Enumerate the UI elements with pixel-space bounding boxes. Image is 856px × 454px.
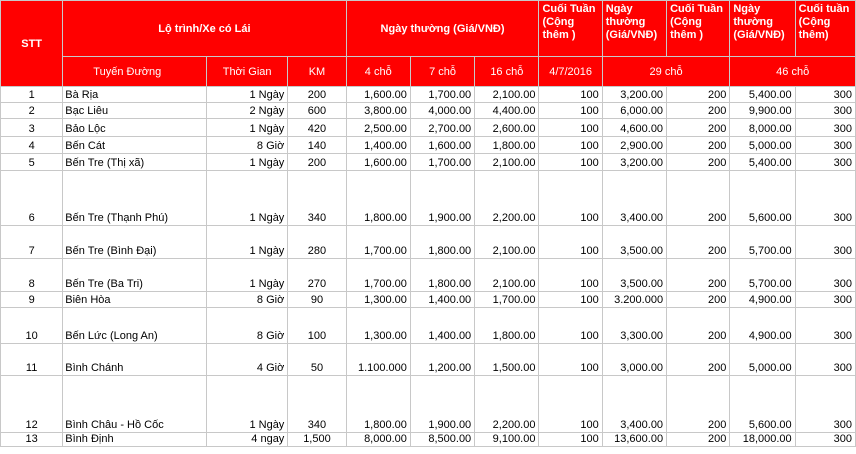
route-cell: Bà Rịa <box>63 87 207 103</box>
weekend-surcharge-cell: 100 <box>539 103 602 119</box>
route-cell: Bến Cát <box>63 137 207 154</box>
weekend-29-surcharge-cell: 200 <box>667 119 730 137</box>
price-16-seat-cell: 1,700.00 <box>475 292 539 308</box>
time-cell: 1 Ngày <box>206 87 287 103</box>
price-4-seat-cell: 1,700.00 <box>346 226 410 259</box>
km-cell: 200 <box>288 87 346 103</box>
price-16-seat-cell: 1,500.00 <box>475 344 539 376</box>
route-cell: Bình Định <box>63 433 207 447</box>
price-29-seat-cell: 3,400.00 <box>602 171 666 226</box>
time-cell: 1 Ngày <box>206 376 287 433</box>
price-7-seat-cell: 2,700.00 <box>410 119 474 137</box>
price-7-seat-cell: 1,800.00 <box>410 259 474 292</box>
price-46-seat-cell: 4,900.00 <box>730 308 795 344</box>
price-46-seat-cell: 4,900.00 <box>730 292 795 308</box>
price-29-seat-cell: 13,600.00 <box>602 433 666 447</box>
weekend-surcharge-cell: 100 <box>539 137 602 154</box>
price-29-seat-cell: 3,200.00 <box>602 87 666 103</box>
time-cell: 1 Ngày <box>206 259 287 292</box>
weekend-surcharge-cell: 100 <box>539 154 602 171</box>
price-7-seat-cell: 1,600.00 <box>410 137 474 154</box>
route-cell: Bến Tre (Bình Đại) <box>63 226 207 259</box>
stt-cell: 7 <box>1 226 63 259</box>
table-row <box>1 292 856 308</box>
time-cell: 1 Ngày <box>206 226 287 259</box>
stt-cell: 11 <box>1 344 63 376</box>
header-weekday-46: Ngày thường (Giá/VNĐ) <box>730 1 795 57</box>
header-route: Tuyến Đường <box>63 57 207 87</box>
weekend-surcharge-cell: 100 <box>539 344 602 376</box>
price-16-seat-cell: 2,100.00 <box>475 154 539 171</box>
header-weekday-group: Ngày thường (Giá/VNĐ) <box>346 1 539 57</box>
price-7-seat-cell: 1,700.00 <box>410 87 474 103</box>
table-row <box>1 433 856 447</box>
price-7-seat-cell: 1,900.00 <box>410 376 474 433</box>
price-46-seat-cell: 8,000.00 <box>730 119 795 137</box>
km-cell: 600 <box>288 103 346 119</box>
price-46-seat-cell: 5,400.00 <box>730 87 795 103</box>
header-29-seat: 29 chỗ <box>602 57 730 87</box>
weekend-29-surcharge-cell: 200 <box>667 171 730 226</box>
km-cell: 340 <box>288 171 346 226</box>
km-cell: 90 <box>288 292 346 308</box>
price-4-seat-cell: 1,300.00 <box>346 292 410 308</box>
header-weekday-29: Ngày thường (Giá/VNĐ) <box>602 1 666 57</box>
header-time: Thời Gian <box>206 57 287 87</box>
price-16-seat-cell: 2,200.00 <box>475 171 539 226</box>
price-29-seat-cell: 3.200.000 <box>602 292 666 308</box>
price-29-seat-cell: 3,500.00 <box>602 259 666 292</box>
price-4-seat-cell: 1,800.00 <box>346 376 410 433</box>
stt-cell: 1 <box>1 87 63 103</box>
price-7-seat-cell: 1,200.00 <box>410 344 474 376</box>
stt-cell: 4 <box>1 137 63 154</box>
header-stt: STT <box>1 1 63 87</box>
km-cell: 100 <box>288 308 346 344</box>
weekend-46-surcharge-cell: 300 <box>795 154 855 171</box>
km-cell: 340 <box>288 376 346 433</box>
weekend-29-surcharge-cell: 200 <box>667 259 730 292</box>
price-16-seat-cell: 2,100.00 <box>475 87 539 103</box>
stt-cell: 9 <box>1 292 63 308</box>
price-7-seat-cell: 1,800.00 <box>410 226 474 259</box>
price-46-seat-cell: 5,700.00 <box>730 259 795 292</box>
route-cell: Bến Tre (Ba Tri) <box>63 259 207 292</box>
table-row <box>1 259 856 292</box>
price-29-seat-cell: 2,900.00 <box>602 137 666 154</box>
header-km: KM <box>288 57 346 87</box>
header-date: 4/7/2016 <box>539 57 602 87</box>
time-cell: 1 Ngày <box>206 154 287 171</box>
route-cell: Bến Tre (Thị xã) <box>63 154 207 171</box>
price-46-seat-cell: 5,700.00 <box>730 226 795 259</box>
weekend-46-surcharge-cell: 300 <box>795 344 855 376</box>
weekend-surcharge-cell: 100 <box>539 433 602 447</box>
table-row <box>1 137 856 154</box>
price-16-seat-cell: 2,600.00 <box>475 119 539 137</box>
weekend-46-surcharge-cell: 300 <box>795 103 855 119</box>
price-29-seat-cell: 3,000.00 <box>602 344 666 376</box>
weekend-29-surcharge-cell: 200 <box>667 154 730 171</box>
price-29-seat-cell: 3,200.00 <box>602 154 666 171</box>
price-4-seat-cell: 3,800.00 <box>346 103 410 119</box>
weekend-46-surcharge-cell: 300 <box>795 376 855 433</box>
header-route-group: Lộ trình/Xe có Lái <box>63 1 346 57</box>
header-46-seat: 46 chỗ <box>730 57 856 87</box>
weekend-surcharge-cell: 100 <box>539 376 602 433</box>
route-cell: Bình Châu - Hồ Cốc <box>63 376 207 433</box>
route-cell: Bạc Liêu <box>63 103 207 119</box>
route-cell: Bến Tre (Thạnh Phú) <box>63 171 207 226</box>
time-cell: 8 Giờ <box>206 308 287 344</box>
weekend-46-surcharge-cell: 300 <box>795 308 855 344</box>
price-4-seat-cell: 1,600.00 <box>346 87 410 103</box>
time-cell: 4 Giờ <box>206 344 287 376</box>
weekend-29-surcharge-cell: 200 <box>667 226 730 259</box>
route-cell: Bình Chánh <box>63 344 207 376</box>
weekend-29-surcharge-cell: 200 <box>667 433 730 447</box>
weekend-46-surcharge-cell: 300 <box>795 87 855 103</box>
route-cell: Bảo Lộc <box>63 119 207 137</box>
weekend-29-surcharge-cell: 200 <box>667 376 730 433</box>
header-weekend-29: Cuối Tuần (Cộng thêm ) <box>667 1 730 57</box>
price-4-seat-cell: 1.100.000 <box>346 344 410 376</box>
header-7-seat: 7 chỗ <box>410 57 474 87</box>
time-cell: 4 ngay <box>206 433 287 447</box>
price-7-seat-cell: 1,900.00 <box>410 171 474 226</box>
stt-cell: 10 <box>1 308 63 344</box>
price-29-seat-cell: 6,000.00 <box>602 103 666 119</box>
km-cell: 200 <box>288 154 346 171</box>
km-cell: 50 <box>288 344 346 376</box>
weekend-surcharge-cell: 100 <box>539 308 602 344</box>
weekend-46-surcharge-cell: 300 <box>795 119 855 137</box>
price-29-seat-cell: 3,300.00 <box>602 308 666 344</box>
price-29-seat-cell: 4,600.00 <box>602 119 666 137</box>
price-4-seat-cell: 1,800.00 <box>346 171 410 226</box>
weekend-surcharge-cell: 100 <box>539 119 602 137</box>
time-cell: 2 Ngày <box>206 103 287 119</box>
weekend-46-surcharge-cell: 300 <box>795 226 855 259</box>
price-7-seat-cell: 8,500.00 <box>410 433 474 447</box>
weekend-surcharge-cell: 100 <box>539 87 602 103</box>
table-row <box>1 376 856 433</box>
header-weekend-46: Cuối tuần (Cộng thêm) <box>795 1 855 57</box>
table-row <box>1 226 856 259</box>
price-16-seat-cell: 2,200.00 <box>475 376 539 433</box>
price-7-seat-cell: 4,000.00 <box>410 103 474 119</box>
stt-cell: 3 <box>1 119 63 137</box>
weekend-surcharge-cell: 100 <box>539 226 602 259</box>
price-46-seat-cell: 18,000.00 <box>730 433 795 447</box>
time-cell: 1 Ngày <box>206 119 287 137</box>
table-row <box>1 171 856 226</box>
route-cell: Biên Hòa <box>63 292 207 308</box>
price-46-seat-cell: 9,900.00 <box>730 103 795 119</box>
price-16-seat-cell: 1,800.00 <box>475 308 539 344</box>
header-16-seat: 16 chỗ <box>475 57 539 87</box>
weekend-46-surcharge-cell: 300 <box>795 292 855 308</box>
price-7-seat-cell: 1,400.00 <box>410 292 474 308</box>
price-7-seat-cell: 1,400.00 <box>410 308 474 344</box>
table-row <box>1 103 856 119</box>
km-cell: 270 <box>288 259 346 292</box>
price-29-seat-cell: 3,400.00 <box>602 376 666 433</box>
header-row-sub <box>1 57 856 87</box>
weekend-surcharge-cell: 100 <box>539 259 602 292</box>
weekend-29-surcharge-cell: 200 <box>667 308 730 344</box>
km-cell: 1,500 <box>288 433 346 447</box>
price-16-seat-cell: 9,100.00 <box>475 433 539 447</box>
time-cell: 8 Giờ <box>206 292 287 308</box>
price-4-seat-cell: 8,000.00 <box>346 433 410 447</box>
price-46-seat-cell: 5,400.00 <box>730 154 795 171</box>
table-row <box>1 87 856 103</box>
weekend-29-surcharge-cell: 200 <box>667 292 730 308</box>
stt-cell: 8 <box>1 259 63 292</box>
stt-cell: 5 <box>1 154 63 171</box>
weekend-29-surcharge-cell: 200 <box>667 87 730 103</box>
weekend-46-surcharge-cell: 300 <box>795 171 855 226</box>
header-4-seat: 4 chỗ <box>346 57 410 87</box>
weekend-29-surcharge-cell: 200 <box>667 137 730 154</box>
stt-cell: 13 <box>1 433 63 447</box>
stt-cell: 12 <box>1 376 63 433</box>
price-4-seat-cell: 1,400.00 <box>346 137 410 154</box>
price-46-seat-cell: 5,000.00 <box>730 344 795 376</box>
price-4-seat-cell: 1,300.00 <box>346 308 410 344</box>
table-body <box>1 87 856 447</box>
weekend-46-surcharge-cell: 300 <box>795 137 855 154</box>
weekend-46-surcharge-cell: 300 <box>795 259 855 292</box>
table-row <box>1 308 856 344</box>
km-cell: 140 <box>288 137 346 154</box>
route-cell: Bến Lức (Long An) <box>63 308 207 344</box>
weekend-29-surcharge-cell: 200 <box>667 103 730 119</box>
table-row <box>1 154 856 171</box>
price-16-seat-cell: 4,400.00 <box>475 103 539 119</box>
price-16-seat-cell: 2,100.00 <box>475 226 539 259</box>
weekend-29-surcharge-cell: 200 <box>667 344 730 376</box>
time-cell: 8 Giờ <box>206 137 287 154</box>
price-4-seat-cell: 1,600.00 <box>346 154 410 171</box>
price-46-seat-cell: 5,000.00 <box>730 137 795 154</box>
time-cell: 1 Ngày <box>206 171 287 226</box>
price-46-seat-cell: 5,600.00 <box>730 376 795 433</box>
weekend-surcharge-cell: 100 <box>539 292 602 308</box>
km-cell: 280 <box>288 226 346 259</box>
price-4-seat-cell: 2,500.00 <box>346 119 410 137</box>
km-cell: 420 <box>288 119 346 137</box>
weekend-46-surcharge-cell: 300 <box>795 433 855 447</box>
price-29-seat-cell: 3,500.00 <box>602 226 666 259</box>
price-16-seat-cell: 1,800.00 <box>475 137 539 154</box>
table-row <box>1 344 856 376</box>
weekend-surcharge-cell: 100 <box>539 171 602 226</box>
header-row-main <box>1 1 856 57</box>
header-weekend: Cuối Tuần (Cộng thêm ) <box>539 1 602 57</box>
price-4-seat-cell: 1,700.00 <box>346 259 410 292</box>
table-row <box>1 119 856 137</box>
price-46-seat-cell: 5,600.00 <box>730 171 795 226</box>
price-16-seat-cell: 2,100.00 <box>475 259 539 292</box>
price-7-seat-cell: 1,700.00 <box>410 154 474 171</box>
stt-cell: 6 <box>1 171 63 226</box>
stt-cell: 2 <box>1 103 63 119</box>
